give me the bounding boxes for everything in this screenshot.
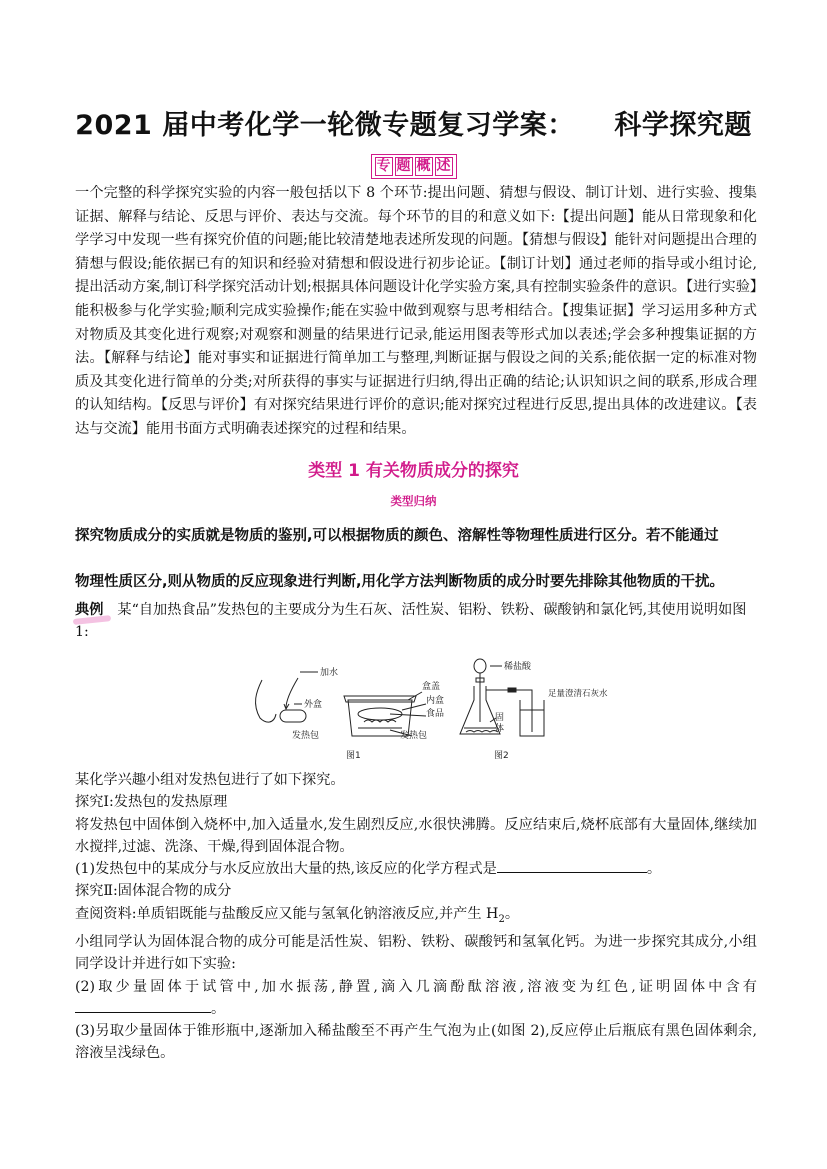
example-text: 某“自加热食品”发热包的主要成分为生石灰、活性炭、铝粉、铁粉、碳酸钠和氯化钙,其使用说明如图 1: xyxy=(75,602,747,640)
funnel-bulb xyxy=(474,659,486,673)
label-lid: 盒盖 xyxy=(422,682,441,692)
answer-blank-2[interactable] xyxy=(75,1000,211,1013)
type-heading: 类型 1 有关物质成分的探究 xyxy=(308,461,519,481)
figure-2 xyxy=(460,659,608,761)
label-add-water: 加水 xyxy=(320,668,339,678)
badge-char: 专 xyxy=(376,158,391,174)
topic-badge xyxy=(371,154,457,179)
label-dilute-hcl: 稀盐酸 xyxy=(504,662,532,672)
example-tag: 典例 xyxy=(75,602,104,618)
delivery-tube xyxy=(486,690,532,732)
question-2: (2)取少量固体于试管中,加水振荡,静置,滴入几滴酚酞溶液,溶液变为红色,证明固体中含有。 xyxy=(75,978,757,1017)
summary-line-2: 物理性质区分,则从物质的反应现象进行判断,用化学方法判断物质的成分时要先排除其他物质的干扰。 xyxy=(75,574,725,590)
line-reference: 查阅资料:单质铝既能与盐酸反应又能与氢氧化钠溶液反应,并产生 $H_2$。 xyxy=(75,905,520,925)
label-solid-2: 体 xyxy=(495,724,505,734)
label-heat-pack-right: 发热包 xyxy=(400,731,428,741)
badge-char: 述 xyxy=(436,158,451,174)
answer-blank-1[interactable] xyxy=(497,860,647,873)
line-exploration-2-title: 探究Ⅱ:固体混合物的成分 xyxy=(75,883,232,900)
line-exploration-1-title: 探究Ⅰ:发热包的发热原理 xyxy=(75,794,228,811)
label-inner-box: 内盒 xyxy=(426,696,445,706)
label-outer-box: 外盒 xyxy=(304,700,323,710)
label-fig2: 图2 xyxy=(494,751,509,761)
question-1: (1)发热包中的某成分与水反应放出大量的热,该反应的化学方程式是 。 xyxy=(75,861,662,878)
label-limewater: 足量澄清石灰水 xyxy=(548,689,608,699)
label-food: 食品 xyxy=(426,709,445,719)
label-solid-1: 固 xyxy=(495,713,505,723)
summary-line-1: 探究物质成分的实质就是物质的鉴别,可以根据物质的颜色、溶解性等物理性质进行区分。若不能通过 xyxy=(75,528,719,544)
badge-char: 题 xyxy=(396,158,411,174)
question-3: (3)另取少量固体于锥形瓶中,逐渐加入稀盐酸至不再产生气泡为止(如图 2),反应停止后瓶底有黑色固体剩余,溶液呈浅绿色。 xyxy=(75,1023,757,1062)
exploration-text xyxy=(75,769,757,1065)
heat-pack-shape xyxy=(280,710,306,722)
type-subheading: 类型归纳 xyxy=(390,494,437,508)
topic-badge-wrap xyxy=(0,154,827,179)
page-title: 2021 届中考化学一轮微专题复习学案： 科学探究题 xyxy=(75,110,752,141)
apparatus-figure xyxy=(240,652,608,764)
line-hypothesis: 小组同学认为固体混合物的成分可能是活性炭、铝粉、铁粉、碳酸钙和氢氧化钙。为进一步探究其成分,小组同学设计并进行如下实验: xyxy=(75,933,757,973)
outer-box-curve xyxy=(256,680,276,722)
label-fig1: 图1 xyxy=(346,751,361,761)
overview-paragraph: 一个完整的科学探究实验的内容一般包括以下 8 个环节:提出问题、猜想与假设、制订计划、进行实验、搜集证据、解释与结论、反思与评价、表达与交流。每个环节的目的和意义如下:【提出问题】能从日常现象和化学学习中发现一些有探究价值的问题;能比较清楚地表述所发现的问题。【猜想与假设】能针对问题提出合理的猜想与假设;能依据已有的知识和经验对猜想和假设进行初步论证。【制订计划】通过老师的指导或小组讨论,提出活动方案,制订科学探究活动计划;根据具体问题设计化学实验方案,具有控制实验条件的意识。【进行实验】能积极参与化学实验;顺利完成实验操作;能在实验中做到观察与思考相结合。【搜集证据】学习运用多种方式对物质及其变化进行观察;对观察和测量的结果进行记录,能运用图表等形式加以表述;学会多种搜集证据的方法。【解释与结论】能对事实和证据进行简单加工与整理,判断证据与假设之间的关系;能依据一定的标准对物质及其变化进行简单的分类;对所获得的事实与证据进行归纳,得出正确的结论;认识知识之间的联系,形成合理的认知结构。【反思与评价】有对探究结果进行评价的意识;能对探究过程进行反思,提出具体的改进建议。【表达与交流】能用书面方式明确表述探究的过程和结果。 xyxy=(75,185,757,437)
badge-char: 概 xyxy=(416,158,431,174)
label-heat-pack-left: 发热包 xyxy=(292,731,320,741)
line-intro: 某化学兴趣小组对发热包进行了如下探究。 xyxy=(75,772,345,788)
line-exploration-1-body: 将发热包中固体倒入烧杯中,加入适量水,发生剧烈反应,水很快沸腾。反应结束后,烧杯底部有大量固体,继续加水搅拌,过滤、洗涤、干燥,得到固体混合物。 xyxy=(75,816,757,855)
example-paragraph xyxy=(75,599,757,643)
figure-1 xyxy=(256,666,444,761)
